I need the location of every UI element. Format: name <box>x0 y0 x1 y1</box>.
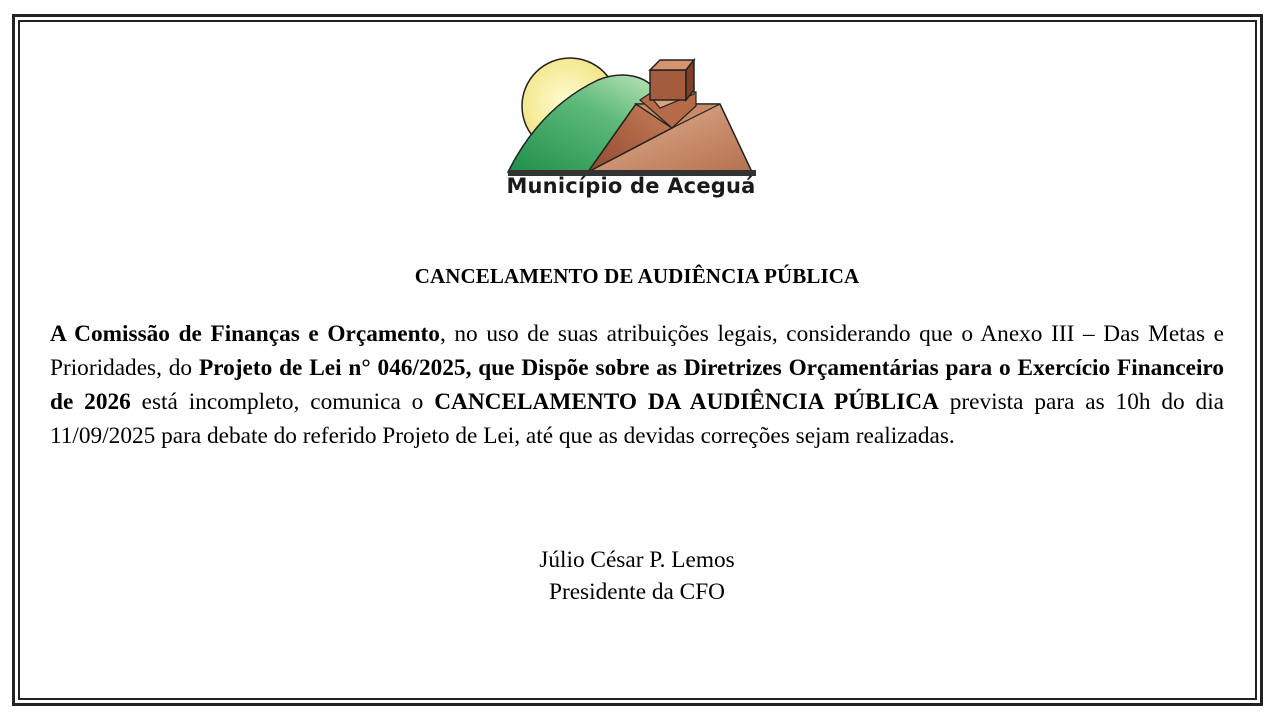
body-text-part-1: , no uso de suas atribuições legais, considerando que o Anexo III – Das Metas e Prioridades, do <box>50 321 1224 381</box>
signatory-name: Júlio César P. Lemos <box>539 547 735 573</box>
signatory-role: Presidente da CFO <box>548 579 725 605</box>
document-title: CANCELAMENTO DE AUDIÊNCIA PÚBLICA <box>414 264 860 288</box>
body-text-part-3: prevista para as 10h do dia 11/09/2025 para debate do referido Projeto de Lei, até que as devidas correções sejam realizadas. <box>50 389 1225 449</box>
body-cancellation-notice: CANCELAMENTO DA AUDIÊNCIA PÚBLICA <box>434 389 939 415</box>
body-text-part-2: está incompleto, comunica o <box>130 389 435 415</box>
municipality-name: Município de Aceguá <box>506 174 756 198</box>
signature-block <box>0 544 1274 608</box>
municipal-emblem-icon <box>500 56 762 178</box>
municipality-logo <box>500 56 762 206</box>
document-body <box>50 317 1224 453</box>
body-bill-reference: Projeto de Lei n° 046/2025, que Dispõe sobre as Diretrizes Orçamentárias para o Exercício Financeiro de 2026 <box>50 355 1224 415</box>
body-committee-name: A Comissão de Finanças e Orçamento <box>50 321 440 347</box>
